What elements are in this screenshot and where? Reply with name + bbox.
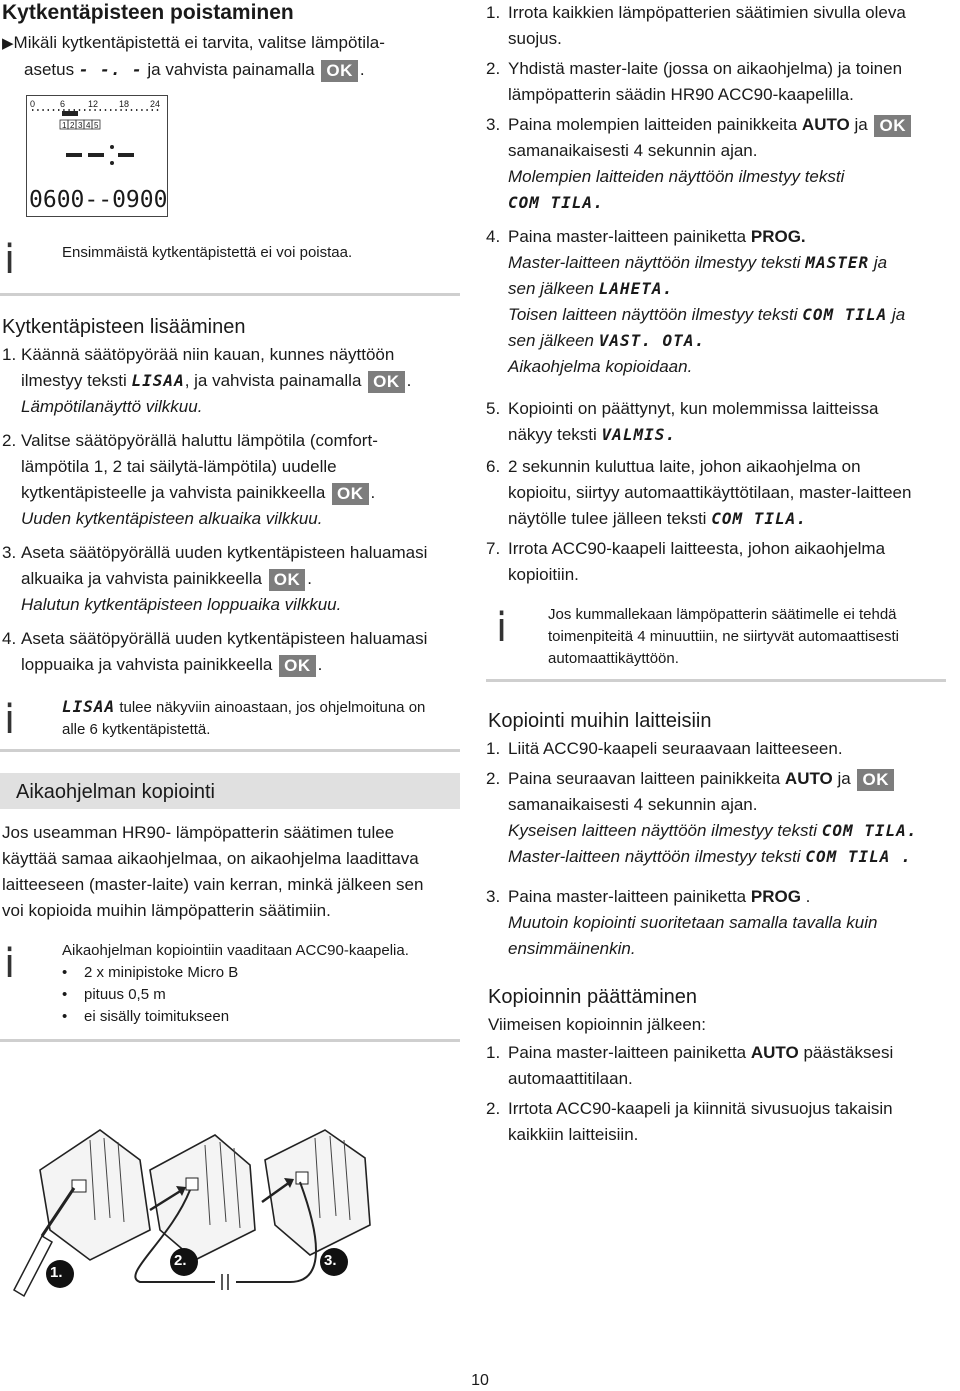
ok-button-glyph: OK — [332, 483, 369, 505]
copy-step-4: 4. Paina master-laitteen painiketta PROG. Master-laitteen näyttöön ilmestyy teksti MASTER ja sen jälkeen LAHETA. Toisen laitteen näyttöön ilmestyy teksti COM TILA ja sen jälkeen VAST. OTA. Aikaohjelma kopioidaan. — [486, 227, 906, 376]
section-title-lisaaminen: Kytkentäpisteen lisääminen — [2, 316, 246, 338]
info-icon: i — [4, 237, 16, 283]
copy-step-3: 3. Paina molempien laitteiden painikkeita AUTO ja OK samanaikaisesti 4 sekunnin ajan. Molempien laitteiden näyttöön ilmestyy teksti COM TILA. — [486, 112, 956, 216]
devices-cable-graphic — [0, 1060, 462, 1310]
scale-tick — [110, 109, 111, 111]
paattaminen-intro: Viimeisen kopioinnin jälkeen: — [488, 1015, 706, 1034]
time-range: 0600--0900 — [29, 187, 168, 213]
section-title-paattaminen: Kopioinnin päättäminen — [488, 986, 698, 1008]
k-step-1: 1. Liitä ACC90-kaapeli seuraavaan laitteeseen. — [486, 739, 843, 758]
arrow-right-icon: ▶ — [2, 35, 14, 52]
figure-label-1: 1. — [50, 1264, 63, 1281]
k-step-2: 2. Paina seuraavan laitteen painikkeita AUTO ja OK samanaikaisesti 4 sekunnin ajan. Kyseisen laitteen näyttöön ilmestyy teksti COM TILA. Master-laitteen näyttöön ilmestyy teksti COM TILA . — [486, 769, 918, 866]
kopiointi-paragraph: Jos useamman HR90- lämpöpatterin säätimen tulee käyttää samaa aikaohjelmaa, on aikaohjelma laadittava laitteeseen (master-laite) vain kerran, minkä jälkeen sen voi kopioida muihin lämpöpatterin säätimiin. — [2, 823, 424, 920]
ok-button-glyph: OK — [279, 655, 316, 677]
scale-tick — [94, 109, 95, 111]
scale-tick — [74, 109, 75, 111]
scale-tick — [120, 109, 121, 111]
info-icon: i — [4, 941, 16, 987]
list-item: • ei sisälly toimitukseen — [62, 1006, 454, 1028]
lcd-text: LAHETA. — [598, 279, 674, 298]
cable-illustration — [0, 1060, 462, 1310]
info-icon: i — [496, 605, 508, 651]
copy-step-6: 6. 2 sekunnin kuluttua laite, johon aikaohjelma on kopioitu, siirtyy automaattikäyttötilaan, master-laitteen näytölle tulee jälleen teksti COM TILA. — [486, 457, 912, 528]
copy-step-2: 2. Yhdistä master-laite (jossa on aikaohjelma) ja toinen lämpöpatterin säädin HR90 ACC90-kaapelilla. — [486, 59, 903, 104]
list-item: • 2 x minipistoke Micro B — [62, 962, 454, 984]
lcd-display: 0 6 12 18 24 1 2 3 4 5 0600--0900 — [26, 95, 168, 217]
scale-tick — [100, 109, 101, 111]
figure-label-3: 3. — [324, 1252, 337, 1269]
scale-tick — [84, 109, 85, 111]
scale-tick — [115, 109, 116, 111]
scale-tick — [32, 109, 33, 111]
remove-instruction: ▶Mikäli kytkentäpistettä ei tarvita, valitse lämpötila- asetus - -. - ja vahvista painamalla OK . — [2, 33, 385, 80]
page-number: 10 — [471, 1372, 489, 1389]
scale-tick — [58, 109, 59, 111]
p-step-1: 1. Paina master-laitteen painiketta AUTO päästäksesi automaattitilaan. — [486, 1043, 894, 1088]
ok-button-glyph: OK — [857, 769, 894, 791]
scale-tick — [42, 109, 43, 111]
scale-tick — [141, 109, 142, 111]
scale-tick — [63, 109, 64, 111]
lcd-text: COM TILA. — [821, 821, 918, 840]
scale-tick — [152, 109, 153, 111]
scale-tick — [136, 109, 137, 111]
step-1: 1. Käännä säätöpyörää niin kauan, kunnes näyttöön ilmestyy teksti LISAA, ja vahvista painamalla OK . Lämpötilanäyttö vilkkuu. — [2, 345, 412, 416]
lcd-text: VALMIS. — [601, 425, 676, 444]
lcd-text: MASTER — [805, 253, 870, 272]
lcd-text: - -. - — [78, 60, 143, 79]
lcd-text: COM TILA . — [805, 847, 912, 866]
lcd-text: VAST. OTA. — [598, 331, 706, 350]
copy-step-1: 1. Irrota kaikkien lämpöpatterien säätimien sivulla oleva suojus. — [486, 3, 906, 48]
info-icon: i — [4, 697, 16, 743]
figure-label-2: 2. — [174, 1252, 187, 1269]
info-box-1: i Ensimmäistä kytkentäpistettä ei voi poistaa. — [0, 232, 460, 296]
list-item: • pituus 0,5 m — [62, 984, 454, 1006]
info-box-3: i Aikaohjelman kopiointiin vaaditaan ACC90-kaapelia. • 2 x minipistoke Micro B • pituus 0,5 m • ei sisälly toimitukseen — [0, 932, 460, 1042]
ok-button-glyph: OK — [874, 115, 911, 137]
lcd-text: LISAA — [62, 697, 116, 716]
scale-tick — [89, 109, 90, 111]
step-3: 3. Aseta säätöpyörällä uuden kytkentäpisteen haluamasi alkuaika ja vahvista painikkeella OK . Halutun kytkentäpisteen loppuaika vilkkuu. — [2, 543, 428, 614]
info-box-4: i Jos kummallekaan lämpöpatterin säätimelle ei tehdä toimenpiteitä 4 minuuttiin, ne siirtyvät automaattisesti automaattikäyttöön. — [486, 596, 946, 682]
scale-tick — [68, 109, 69, 111]
copy-step-7: 7. Irrota ACC90-kaapeli laitteesta, johon aikaohjelma kopioitiin. — [486, 539, 886, 584]
section-bar-kopiointi: Aikaohjelman kopiointi — [0, 773, 460, 809]
section-title-poistaminen: Kytkentäpisteen poistaminen — [2, 1, 294, 24]
p-step-2: 2. Irrtota ACC90-kaapeli ja kiinnitä sivusuojus takaisin kaikkiin laitteisiin. — [486, 1099, 893, 1144]
info-box-2: i LISAA tulee näkyviin ainoastaan, jos ohjelmoituna on alle 6 kytkentäpistettä. — [0, 690, 460, 752]
step-4: 4. Aseta säätöpyörällä uuden kytkentäpisteen haluamasi loppuaika ja vahvista painikkeella OK . — [2, 629, 428, 675]
scale-tick — [48, 109, 49, 111]
scale-tick — [53, 109, 54, 111]
scale-tick — [37, 109, 38, 111]
scale-tick — [126, 109, 127, 111]
scale-tick — [146, 109, 147, 111]
copy-step-5: 5. Kopiointi on päättynyt, kun molemmissa laitteissa näkyy teksti VALMIS. — [486, 399, 879, 444]
k-step-3: 3. Paina master-laitteen painiketta PROG . Muutoin kopiointi suoritetaan samalla tavalla kuin ensimmäinenkin. — [486, 887, 878, 958]
ok-button-glyph: OK — [269, 569, 306, 591]
lcd-text: LISAA — [131, 371, 185, 390]
lcd-text: COM TILA. — [508, 193, 604, 212]
lcd-text: COM TILA. — [711, 509, 807, 528]
lcd-text: COM TILA — [802, 305, 888, 324]
scale-tick — [105, 109, 106, 111]
scale-tick — [157, 109, 158, 111]
ok-button-glyph: OK — [321, 60, 358, 82]
scale-tick — [79, 109, 80, 111]
section-title-kopiointi-muihin: Kopiointi muihin laitteisiin — [488, 710, 712, 732]
ok-button-glyph: OK — [368, 371, 405, 393]
scale-tick — [131, 109, 132, 111]
step-2: 2. Valitse säätöpyörällä haluttu lämpötila (comfort- lämpötila 1, 2 tai säilytä-lämpötila) uudelle kytkentäpisteelle ja vahvista painikkeella OK . Uuden kytkentäpisteen alkuaika vilkkuu. — [2, 431, 378, 528]
